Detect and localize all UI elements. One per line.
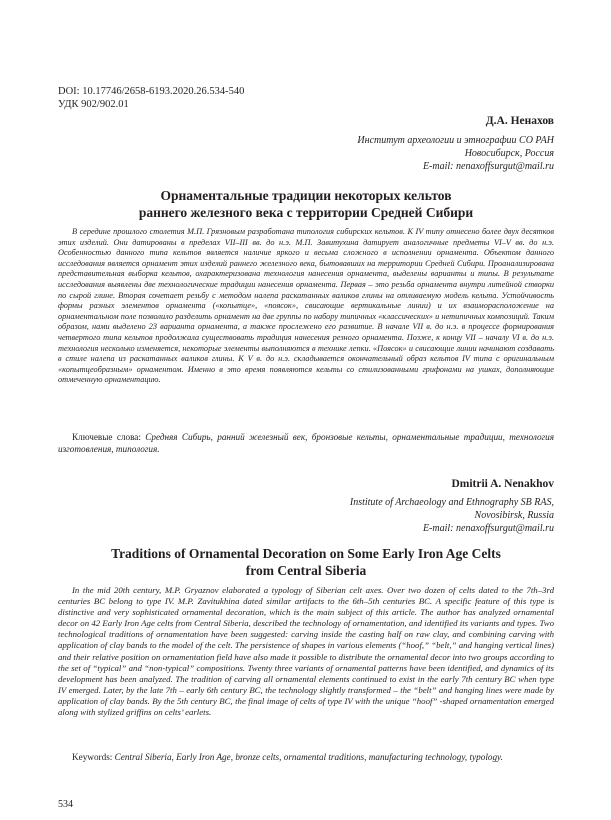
page-number: 534 [58,799,73,810]
doi: DOI: 10.17746/2658-6193.2020.26.534-540 [58,86,245,97]
affiliation-en [350,496,554,535]
author-name-en: Dmitrii A. Nenakhov [451,478,554,490]
affiliation-line: Novosibirsk, Russia [474,510,554,521]
keywords-label: Keywords: [72,752,113,762]
article-title-en [58,545,554,579]
title-line: раннего железного века с территории Средней Сибири [138,205,474,220]
keywords-list: Central Siberia, Early Iron Age, bronze celts, ornamental traditions, manufacturing technology, typology. [114,752,503,762]
author-name-ru: Д.А. Ненахов [485,115,554,127]
keywords-en [58,752,554,764]
keywords-list: Средняя Сибирь, ранний железный век, бронзовые кельты, орнаментальные традиции, технология изготовления, типология. [58,432,554,454]
article-meta [58,86,244,111]
abstract-ru: В середине прошлого столетия М.П. Грязновым разработана типология сибирских кельтов. К IV типу отнесено более двух десятков этих изделий. Они датированы в пределах VII–III вв. до н.э. М.П. Завитухина датирует аналогичные предметы VI–V вв. до н.э. Особенностью данного типа кельтов является наличие яркого и весьма сложного в исполнении орнамента. Объектом данного исследования является орнамент этих изделий раннего железного века, бытовавших на территории Средней Сибири. Проанализирована представительная выборка кельтов, охарактеризована технология нанесения орнамента, выделены варианты и типы. В результате исследования выявлены две технологические традиции нанесения орнамента. Первая – это резьба орнамента внутри литейной створки по сырой глине. Вторая сочетает резьбу с методом налепа раскатанных валиков глины на отливаемую модель кельта. Устойчивость формы разных элементов орнамента («копытце», «поясок», свисающие вертикальные линии) и их взаиморасположение на орнаментальном поле позволило разделить орнамент на две группы по набору типичных «классических» и нетипичных композиций. Таким образом, нами выделено 23 варианта орнамента, а также прослежено его развитие. В начале VII в. до н.э. в процессе формирования четвертого типа кельтов продолжала существовать традиция нанесения резного орнамента. Позже, к концу VII – началу VI в. до н.э. технология несколько изменяется, некоторые элементы выполняются в технике лепки. «Поясок» и свисающие линии начинают создавать в стиле налепа из раскатанных валиков глины. К V в. до н.э. складывается окончательный образ кельтов IV типа с оригинальным «копытцеобразным» орнаментом. Именно в это время появляются кельты со стилизованными грифонами на ушках, дополняющие отмеченную орнаментацию. [58,227,554,385]
affiliation-email: E-mail: nenaxoffsurgut@mail.ru [422,161,554,172]
abstract-en: In the mid 20th century, M.P. Gryaznov elaborated a typology of Siberian celt axes. Over two dozen of celts dated to the 7th–3rd centuries BC belong to type IV. M.P. Zavitukhina dated similar artifacts to the 6th–5th centuries BC. A specific feature of this type is distinctive and very sophisticated ornamental decoration, which is the main subject of this article. The author has analyzed ornamental decor on 42 Early Iron Age celts from Central Siberia, described the technology of ornamentation, and identified its variants and types. Two technological traditions of ornamentation have been suggested: carving inside the casting half on raw clay, and combining carving with application of clay bands to the model of the celt. The persistence of shapes in various elements (“hoof,” “belt,” and hanging vertical lines) and their relative position on ornamentation field have also made it possible to distribute the ornamental decor into two groups according to the set of “typical” and “non-typical” compositions. Twenty three variants of ornamental patterns have been identified, and dynamics of its development has been analyzed. The tradition of carving all ornamental elements continued to exist in the early 7th century BC when type IV emerged. Later, by the late 7th – early 6th century BC, the technology slightly transformed – the “belt” and hanging lines were made by application of clay bands. By the 5th century BC, the final image of celts of type IV with the unique “hoof” -shaped ornamentation emerged along with stylized griffins on celts’ earlets. [58,585,554,718]
affiliation-email: E-mail: nenaxoffsurgut@mail.ru [422,523,554,534]
affiliation-ru [357,134,554,173]
keywords-label: Ключевые слова: [72,432,141,442]
title-line: Орнаментальные традиции некоторых кельтов [160,188,452,203]
affiliation-line: Институт археологии и этнографии СО РАН [357,135,554,146]
affiliation-line: Новосибирск, Россия [464,148,554,159]
udc-code: УДК 902/902.01 [58,98,129,110]
keywords-ru [58,432,554,455]
article-title-ru [58,187,554,221]
title-line: Traditions of Ornamental Decoration on Some Early Iron Age Celts [111,546,501,561]
title-line: from Central Siberia [245,563,367,578]
affiliation-line: Institute of Archaeology and Ethnography SB RAS, [349,497,554,508]
